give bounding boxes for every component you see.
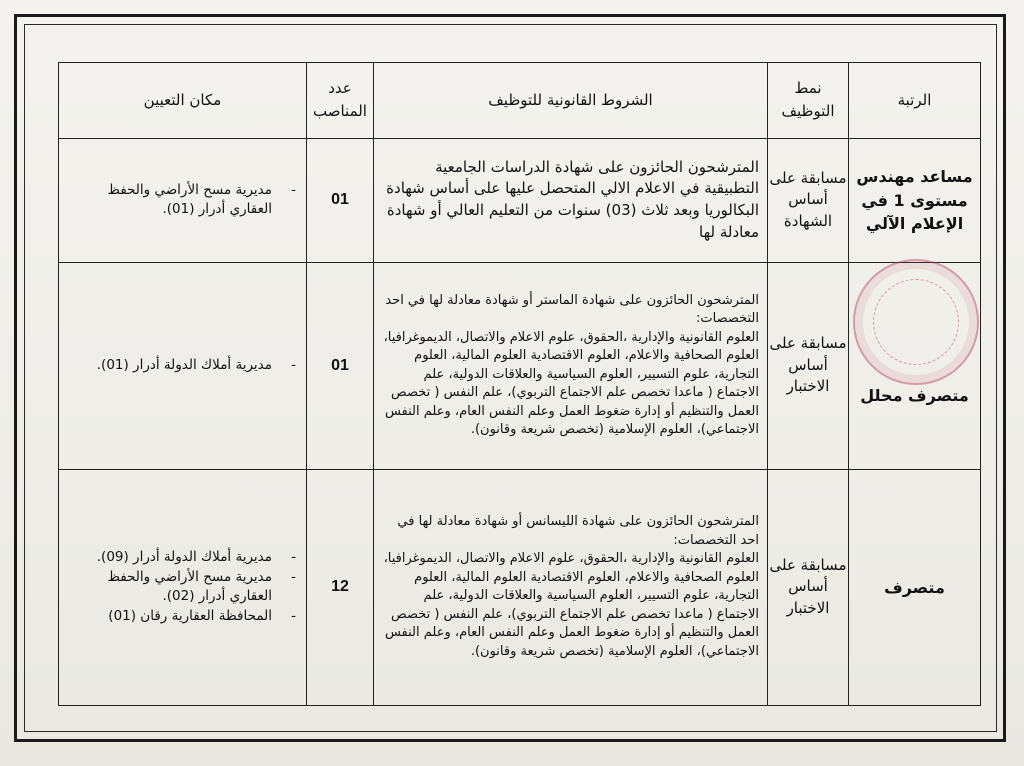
- header-mode: [768, 63, 849, 139]
- mode-line: الشهادة: [783, 212, 833, 230]
- mode-cell: [768, 262, 849, 469]
- conditions-intro: المترشحون الحائزون على شهادة الماستر أو شهادة معادلة لها في احد التخصصات:: [385, 292, 759, 327]
- conditions-cell: [374, 138, 768, 262]
- count-cell: 01: [307, 262, 374, 469]
- header-count-line1: عدد: [328, 79, 352, 98]
- place-item: - المحافظة العقارية رقان (01): [67, 607, 276, 627]
- mode-line: أساس: [788, 190, 828, 209]
- header-rank: الرتبة: [849, 63, 981, 139]
- header-mode-line2: التوظيف: [781, 102, 835, 121]
- official-stamp: [853, 259, 979, 385]
- rank-cell: [849, 138, 981, 262]
- place-cell: [59, 138, 307, 262]
- rank-line: مساعد مهندس: [856, 167, 973, 187]
- header-count-line2: المناصب: [313, 102, 367, 121]
- place-cell: [59, 262, 307, 469]
- count-cell: 01: [307, 138, 374, 262]
- header-row: [59, 63, 981, 139]
- table-row: [59, 469, 981, 705]
- table-row: [59, 262, 981, 469]
- rank-line: متصرف محلل: [860, 386, 969, 405]
- header-place: مكان التعيين: [59, 63, 307, 139]
- place-item: - مديرية أملاك الدولة أدرار (09).: [67, 548, 276, 568]
- header-count: [307, 63, 374, 139]
- header-conditions: الشروط القانونية للتوظيف: [374, 63, 768, 139]
- place-item: - مديرية مسح الأراضي والحفظ العقاري أدرار (01).: [67, 181, 276, 220]
- mode-line: مسابقة على: [769, 555, 847, 574]
- mode-line: أساس: [788, 355, 828, 374]
- mode-line: مسابقة على: [769, 168, 847, 187]
- rank-cell: [849, 262, 981, 469]
- place-list: [67, 548, 294, 626]
- conditions-text: العلوم القانونية والإدارية ،الحقوق، علوم الاعلام والاتصال، الديموغرافيا، العلوم الصحافية والاعلام، العلوم الاقتصادية العلوم المالية، العلوم التجارية، علوم التسيير، العلوم السياسية والعلاقات الدولية، علم الاجتماع ( ماعدا تخصص علم الاجتماع التربوي)، علم النفس ( تخصص العمل والتنظيم أو إدارة ضغوط العمل وعلم النفس العام، وعلم النفس الاجتماعي)، العلوم الإسلامية (تخصص شريعة وقانون).: [383, 551, 759, 659]
- rank-line: متصرف: [884, 577, 945, 597]
- place-cell: [59, 469, 307, 705]
- place-item: - مديرية مسح الأراضي والحفظ العقاري أدرار (02).: [67, 568, 276, 607]
- rank-line: الإعلام الآلي: [865, 213, 964, 233]
- recruitment-table: [58, 62, 981, 706]
- rank-line: مستوى 1 في: [861, 190, 968, 210]
- mode-line: أساس: [788, 577, 828, 596]
- place-item: - مديرية أملاك الدولة أدرار (01).: [67, 356, 276, 376]
- count-cell: 12: [307, 469, 374, 705]
- mode-line: الاختبار: [786, 377, 830, 396]
- conditions-cell: [374, 262, 768, 469]
- table-row: [59, 138, 981, 262]
- mode-cell: [768, 138, 849, 262]
- mode-line: الاختبار: [786, 599, 830, 618]
- place-list: [67, 181, 294, 220]
- header-mode-line1: نمط: [794, 79, 822, 98]
- conditions-cell: [374, 469, 768, 705]
- mode-line: مسابقة على: [769, 333, 847, 352]
- mode-cell: [768, 469, 849, 705]
- rank-cell: [849, 469, 981, 705]
- place-list: [67, 356, 294, 376]
- conditions-intro: المترشحون الحائزون على شهادة الليسانس أو شهادة معادلة لها في احد التخصصات:: [397, 514, 759, 548]
- conditions-text: المترشحون الحائزون على شهادة الدراسات الجامعية التطبيقية في الاعلام الالي المتحصل عليها على أساس شهادة البكالوريا وبعد ثلاث (03) سنوات من التعليم العالي أو شهادة معادلة لها: [386, 157, 759, 241]
- conditions-text: العلوم القانونية والإدارية ،الحقوق، علوم الاعلام والاتصال، الديموغرافيا، العلوم الصحافية والاعلام، العلوم الاقتصادية العلوم المالية، العلوم التجارية، علوم التسيير، العلوم السياسية والعلاقات الدولية، علم الاجتماع ( ماعدا تخصص علم الاجتماع التربوي)، علم النفس ( تخصص العمل والتنظيم أو إدارة ضغوط العمل وعلم النفس العام، وعلم النفس الاجتماعي)، العلوم الإسلامية (تخصص شريعة وقانون).: [383, 329, 759, 437]
